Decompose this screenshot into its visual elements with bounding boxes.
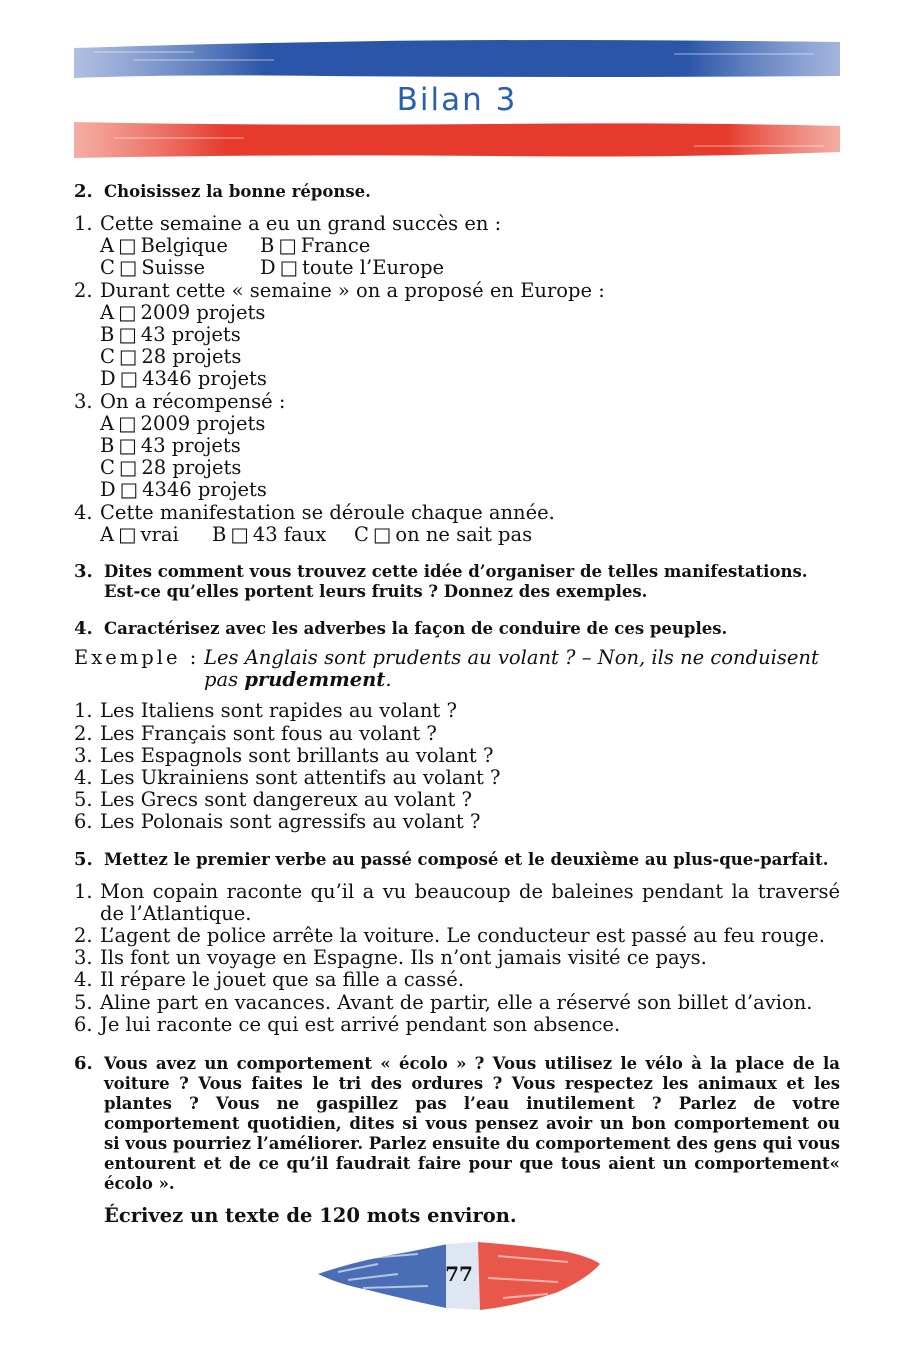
option-row: [74, 457, 840, 479]
option-letter: A: [100, 300, 115, 324]
answer-option[interactable]: [100, 235, 260, 257]
answer-option[interactable]: [100, 435, 241, 457]
item-text: L’agent de police arrête la voiture. Le conducteur est passé au feu rouge.: [100, 924, 825, 948]
section-5-items: [74, 881, 840, 1036]
item-text: Je lui raconte ce qui est arrivé pendant son absence.: [100, 1012, 621, 1036]
option-text: on ne sait pas: [395, 522, 533, 546]
page-content: [74, 182, 840, 1227]
option-text: Belgique: [140, 234, 228, 258]
checkbox-icon[interactable]: □: [119, 478, 139, 502]
option-text: 43 projets: [140, 323, 241, 347]
option-row: [74, 302, 840, 324]
question-text: Durant cette « semaine » on a proposé en Europe :: [100, 278, 605, 302]
option-letter: A: [100, 411, 115, 435]
answer-option[interactable]: [100, 346, 241, 368]
example-label: Exemple :: [74, 646, 200, 670]
option-letter: C: [100, 345, 115, 369]
list-item: [74, 767, 840, 789]
option-letter: B: [260, 234, 275, 258]
section-5-heading: [74, 850, 840, 870]
option-row: [74, 435, 840, 457]
answer-option[interactable]: [100, 457, 241, 479]
footer: [318, 1238, 600, 1312]
answer-option[interactable]: [100, 302, 265, 324]
question-text: Cette semaine a eu un grand succès en :: [100, 212, 502, 235]
item-text: Les Grecs sont dangereux au volant ?: [100, 788, 472, 812]
option-row: [74, 413, 840, 435]
list-item: [74, 723, 840, 745]
option-text: France: [300, 234, 371, 258]
list-item: [74, 811, 840, 833]
question-number: 2.: [74, 278, 93, 302]
answer-option[interactable]: [100, 413, 265, 435]
section-instruction: Caractérisez avec les adverbes la façon de conduire de ces peuples.: [104, 619, 728, 639]
answer-option[interactable]: [354, 524, 532, 546]
option-letter: D: [100, 478, 116, 502]
checkbox-icon[interactable]: □: [118, 234, 137, 258]
section-number: 3.: [74, 561, 93, 583]
answer-option[interactable]: [260, 257, 444, 279]
section-2-heading: [74, 182, 840, 202]
item-text: Les Polonais sont agressifs au volant ?: [100, 810, 481, 834]
page-number: 77: [445, 1262, 473, 1286]
checkbox-icon[interactable]: □: [118, 345, 138, 369]
writing-task: Écrivez un texte de 120 mots environ.: [104, 1204, 517, 1228]
checkbox-icon[interactable]: □: [118, 456, 138, 480]
item-text: Aline part en vacances. Avant de partir, elle a réservé son billet d’avion.: [100, 990, 813, 1014]
list-item: [74, 789, 840, 811]
question: [74, 280, 840, 302]
item-text: Ils font un voyage en Espagne. Ils n’ont jamais visité ce pays.: [100, 946, 707, 970]
section-4-items: [74, 700, 840, 833]
example-answer: prudemment: [244, 668, 386, 692]
list-item: [74, 992, 840, 1014]
header-banner: [74, 38, 840, 162]
answer-option[interactable]: [100, 524, 212, 546]
checkbox-icon[interactable]: □: [118, 323, 137, 347]
section-instruction: Dites comment vous trouvez cette idée d’organiser de telles manifestations. Est-ce qu’elles portent leurs fruits ? Donnez des exemples.: [104, 562, 808, 602]
question: [74, 502, 840, 524]
checkbox-icon[interactable]: □: [118, 256, 138, 280]
item-number: 6.: [74, 810, 93, 834]
item-number: 6.: [74, 1012, 93, 1036]
question-number: 4.: [74, 500, 93, 524]
question-number: 1.: [74, 212, 93, 235]
item-text: Les Ukrainiens sont attentifs au volant ?: [100, 766, 501, 790]
section-instruction: Choisissez la bonne réponse.: [104, 182, 371, 201]
answer-option[interactable]: [212, 524, 354, 546]
option-text: 28 projets: [141, 345, 242, 369]
checkbox-icon[interactable]: □: [118, 434, 137, 458]
item-number: 3.: [74, 946, 93, 970]
section-3-heading: [74, 562, 840, 602]
option-text: 2009 projets: [140, 300, 266, 324]
checkbox-icon[interactable]: □: [119, 367, 139, 391]
section-number: 5.: [74, 848, 93, 870]
item-number: 2.: [74, 924, 93, 948]
item-number: 5.: [74, 788, 93, 812]
checkbox-icon[interactable]: □: [118, 300, 137, 324]
option-text: 4346 projets: [142, 478, 267, 502]
answer-option[interactable]: [260, 235, 370, 257]
section-instruction: Mettez le premier verbe au passé composé et le deuxième au plus-que-parfait.: [104, 849, 829, 869]
option-text: toute l’Europe: [302, 256, 445, 280]
list-item: [74, 947, 840, 969]
section-instruction: Vous avez un comportement « écolo » ? Vous utilisez le vélo à la place de la voiture ? Vous faites le tri des ordures ? Vous respectez les animaux et les plantes ? Vous ne gaspillez pas l’eau inutilement ? Parlez de votre comportement quotidien, dites si vous pensez avoir un bon comportement ou si vous pourriez l’améliorer. Parlez ensuite du comportement des gens qui vous entourent et de ce qu’il faudrait faire pour que tous aient un comportement« écolo ».: [104, 1054, 840, 1194]
option-text: vrai: [140, 522, 179, 546]
answer-option[interactable]: [100, 257, 260, 279]
item-number: 1.: [74, 699, 93, 723]
list-item: [74, 700, 840, 722]
answer-option[interactable]: [100, 324, 241, 346]
option-letter: C: [354, 522, 369, 546]
option-text: Suisse: [141, 256, 206, 280]
option-letter: B: [212, 522, 227, 546]
option-letter: D: [260, 256, 276, 280]
item-text: Les Italiens sont rapides au volant ?: [100, 699, 457, 723]
question: [74, 213, 840, 235]
example-question: Les Anglais sont prudents au volant ? – Non, ils ne conduisent pas: [204, 646, 819, 692]
checkbox-icon[interactable]: □: [118, 411, 137, 435]
question-number: 3.: [74, 389, 93, 413]
section-4-heading: [74, 619, 840, 639]
option-row: [74, 235, 840, 257]
example-block: [74, 647, 840, 691]
item-number: 4.: [74, 766, 93, 790]
section-number: 2.: [74, 181, 93, 202]
example-text: [204, 647, 840, 691]
item-number: 1.: [74, 879, 93, 903]
option-letter: A: [100, 522, 115, 546]
item-number: 4.: [74, 968, 93, 992]
question-text: Cette manifestation se déroule chaque année.: [100, 500, 555, 524]
item-number: 5.: [74, 990, 93, 1014]
option-text: 28 projets: [141, 456, 242, 480]
item-number: 2.: [74, 721, 93, 745]
example-end: .: [385, 668, 392, 692]
option-row: [74, 324, 840, 346]
item-text: Mon copain raconte qu’il a vu beaucoup de baleines pendant la traversé de l’Atlantique.: [100, 879, 840, 925]
checkbox-icon[interactable]: □: [230, 522, 249, 546]
list-item: [74, 925, 840, 947]
option-letter: D: [100, 367, 116, 391]
option-text: 2009 projets: [140, 411, 266, 435]
answer-option[interactable]: [100, 368, 267, 390]
section-6-heading: [74, 1054, 840, 1194]
item-text: Les Français sont fous au volant ?: [100, 721, 437, 745]
list-item: [74, 969, 840, 991]
page-title: Bilan 3: [396, 82, 518, 118]
list-item: [74, 881, 840, 925]
checkbox-icon[interactable]: □: [278, 234, 297, 258]
option-row: [74, 368, 840, 390]
option-letter: B: [100, 434, 115, 458]
option-letter: B: [100, 323, 115, 347]
question: [74, 391, 840, 413]
checkbox-icon[interactable]: □: [279, 256, 299, 280]
item-text: Il répare le jouet que sa fille a cassé.: [100, 968, 465, 992]
section-number: 6.: [74, 1053, 93, 1075]
list-item: [74, 1014, 840, 1036]
section-2-questions: [74, 213, 840, 546]
option-row: [74, 346, 840, 368]
option-text: 4346 projets: [142, 367, 267, 391]
option-row: [74, 257, 840, 279]
option-row: [74, 479, 840, 501]
checkbox-icon[interactable]: □: [118, 522, 137, 546]
option-text: 43 projets: [140, 434, 241, 458]
option-letter: C: [100, 456, 115, 480]
question-text: On a récompensé :: [100, 389, 286, 413]
option-letter: A: [100, 234, 115, 258]
option-row: [74, 524, 840, 546]
item-text: Les Espagnols sont brillants au volant ?: [100, 743, 494, 767]
option-letter: C: [100, 256, 115, 280]
option-text: 43 faux: [252, 522, 327, 546]
checkbox-icon[interactable]: □: [372, 522, 392, 546]
answer-option[interactable]: [100, 479, 267, 501]
item-number: 3.: [74, 743, 93, 767]
section-number: 4.: [74, 618, 93, 640]
list-item: [74, 745, 840, 767]
